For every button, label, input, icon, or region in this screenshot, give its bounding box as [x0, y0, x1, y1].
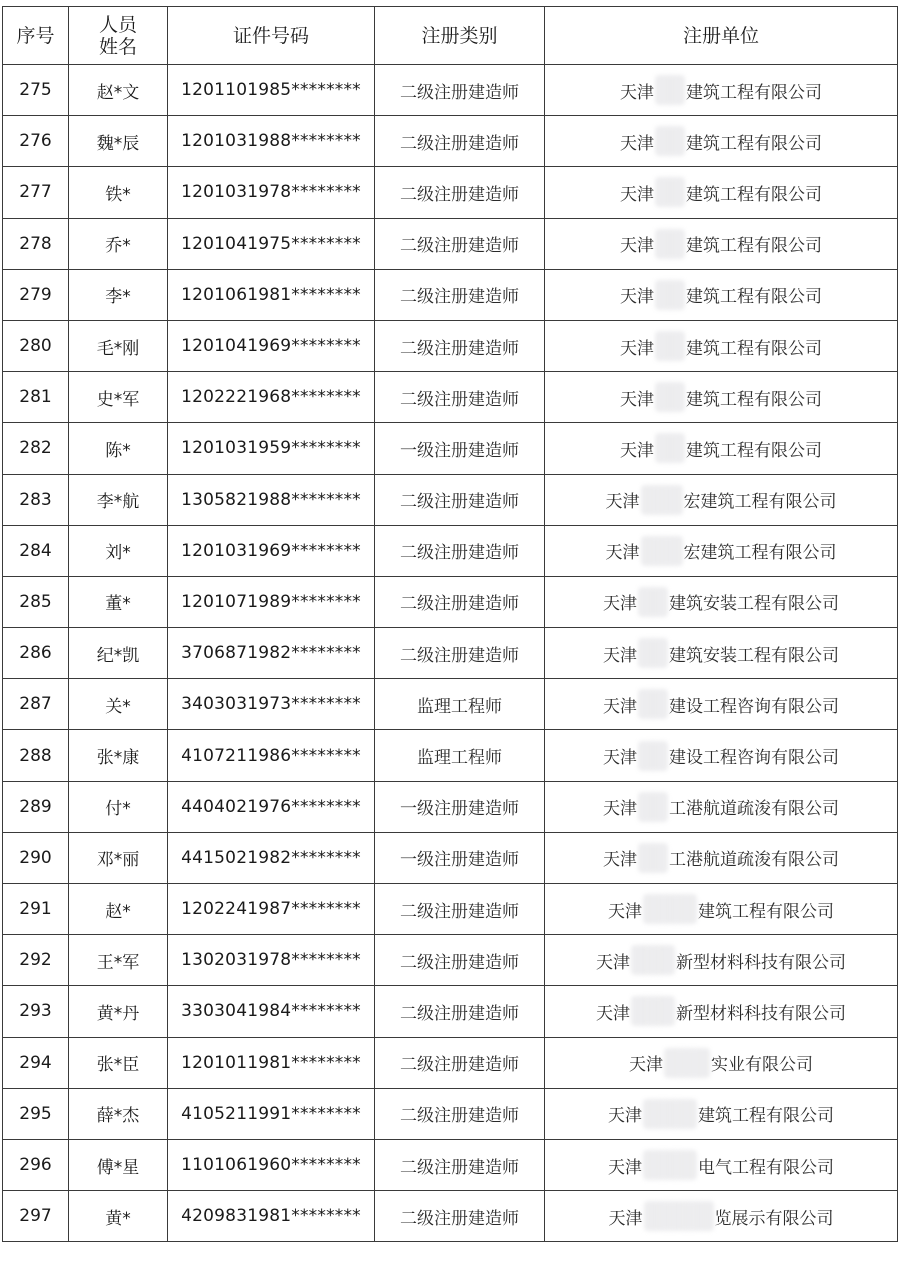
table-row — [3, 986, 898, 1037]
cell-seq: 276 — [3, 116, 69, 167]
header-name-line1: 人员 — [98, 13, 137, 36]
cell-unit — [545, 218, 898, 269]
header-category: 注册类别 — [375, 7, 545, 65]
cell-seq: 287 — [3, 679, 69, 730]
header-name-line2: 姓名 — [98, 35, 137, 58]
cell-id-number: 1201011981******** — [168, 1037, 375, 1088]
cell-unit — [545, 884, 898, 935]
unit-prefix: 天津 — [620, 338, 654, 359]
unit-prefix: 天津 — [620, 184, 654, 205]
redaction-blur — [638, 843, 668, 873]
redaction-blur — [655, 433, 685, 463]
cell-category: 一级注册建造师 — [375, 832, 545, 883]
cell-seq: 292 — [3, 935, 69, 986]
unit-name — [603, 689, 839, 719]
table-row — [3, 1191, 898, 1242]
cell-category: 二级注册建造师 — [375, 576, 545, 627]
cell-unit — [545, 1139, 898, 1190]
cell-category: 二级注册建造师 — [375, 1191, 545, 1242]
unit-prefix: 天津 — [629, 1055, 663, 1076]
cell-unit — [545, 1037, 898, 1088]
cell-unit — [545, 525, 898, 576]
cell-seq: 293 — [3, 986, 69, 1037]
unit-suffix: 建设工程咨询有限公司 — [669, 748, 839, 769]
cell-name: 陈* — [69, 423, 168, 474]
redaction-blur — [631, 945, 675, 975]
unit-prefix: 天津 — [603, 748, 637, 769]
unit-name — [603, 741, 839, 771]
cell-unit — [545, 167, 898, 218]
unit-suffix: 新型材料科技有限公司 — [676, 1003, 846, 1024]
unit-name — [620, 229, 822, 259]
unit-name — [606, 536, 837, 566]
table-row — [3, 525, 898, 576]
cell-name: 薛*杰 — [69, 1088, 168, 1139]
cell-seq: 278 — [3, 218, 69, 269]
unit-suffix: 新型材料科技有限公司 — [676, 952, 846, 973]
unit-suffix: 宏建筑工程有限公司 — [683, 543, 837, 564]
cell-category: 二级注册建造师 — [375, 167, 545, 218]
cell-unit — [545, 832, 898, 883]
cell-category: 二级注册建造师 — [375, 372, 545, 423]
unit-name — [629, 1048, 813, 1078]
cell-seq: 275 — [3, 65, 69, 116]
table-row — [3, 781, 898, 832]
cell-id-number: 1305821988******** — [168, 474, 375, 525]
unit-name — [620, 433, 822, 463]
unit-suffix: 建筑安装工程有限公司 — [669, 645, 839, 666]
unit-name — [620, 382, 822, 412]
table-row — [3, 320, 898, 371]
cell-unit — [545, 679, 898, 730]
unit-name — [603, 638, 839, 668]
cell-id-number: 1202241987******** — [168, 884, 375, 935]
unit-prefix: 天津 — [596, 1003, 630, 1024]
cell-seq: 281 — [3, 372, 69, 423]
cell-category: 二级注册建造师 — [375, 935, 545, 986]
unit-name — [620, 126, 822, 156]
cell-seq: 286 — [3, 628, 69, 679]
cell-unit — [545, 986, 898, 1037]
unit-suffix: 宏建筑工程有限公司 — [683, 492, 837, 513]
unit-prefix: 天津 — [603, 850, 637, 871]
unit-suffix: 建筑工程有限公司 — [686, 133, 822, 154]
unit-prefix: 天津 — [603, 594, 637, 615]
unit-prefix: 天津 — [603, 696, 637, 717]
cell-category: 一级注册建造师 — [375, 423, 545, 474]
cell-seq: 288 — [3, 730, 69, 781]
cell-unit — [545, 65, 898, 116]
table-row — [3, 372, 898, 423]
unit-suffix: 工港航道疏浚有限公司 — [669, 799, 839, 820]
redaction-blur — [638, 741, 668, 771]
table-row — [3, 269, 898, 320]
cell-category: 二级注册建造师 — [375, 474, 545, 525]
cell-id-number: 3706871982******** — [168, 628, 375, 679]
cell-unit — [545, 320, 898, 371]
unit-suffix: 建筑工程有限公司 — [686, 440, 822, 461]
redaction-blur — [655, 229, 685, 259]
cell-category: 二级注册建造师 — [375, 1088, 545, 1139]
cell-category: 二级注册建造师 — [375, 218, 545, 269]
redaction-blur — [643, 1150, 697, 1180]
cell-id-number: 4415021982******** — [168, 832, 375, 883]
unit-name — [608, 1150, 834, 1180]
redaction-blur — [664, 1048, 710, 1078]
table-row — [3, 679, 898, 730]
redaction-blur — [638, 689, 668, 719]
unit-suffix: 工港航道疏浚有限公司 — [669, 850, 839, 871]
redaction-blur — [631, 996, 675, 1026]
cell-name: 史*军 — [69, 372, 168, 423]
unit-suffix: 建筑工程有限公司 — [698, 1106, 834, 1127]
unit-name — [608, 894, 834, 924]
header-unit: 注册单位 — [545, 7, 898, 65]
unit-name — [620, 75, 822, 105]
header-id: 证件号码 — [168, 7, 375, 65]
redaction-blur — [655, 331, 685, 361]
unit-suffix: 建筑工程有限公司 — [686, 82, 822, 103]
cell-name: 赵* — [69, 884, 168, 935]
cell-unit — [545, 474, 898, 525]
table-row — [3, 474, 898, 525]
unit-prefix: 天津 — [605, 492, 640, 513]
table-row — [3, 218, 898, 269]
cell-id-number: 1201031988******** — [168, 116, 375, 167]
table-row — [3, 167, 898, 218]
unit-name — [606, 485, 837, 515]
cell-unit — [545, 116, 898, 167]
redaction-blur — [655, 126, 685, 156]
cell-name: 张*康 — [69, 730, 168, 781]
unit-prefix: 天津 — [608, 901, 642, 922]
unit-prefix: 天津 — [608, 1157, 642, 1178]
cell-unit — [545, 781, 898, 832]
cell-seq: 294 — [3, 1037, 69, 1088]
cell-unit — [545, 730, 898, 781]
unit-prefix: 天津 — [608, 1208, 643, 1229]
cell-name: 付* — [69, 781, 168, 832]
unit-name — [609, 1201, 834, 1231]
cell-id-number: 1201031969******** — [168, 525, 375, 576]
header-name — [69, 7, 168, 65]
cell-id-number: 1202221968******** — [168, 372, 375, 423]
unit-suffix: 实业有限公司 — [711, 1055, 813, 1076]
redaction-blur — [643, 1099, 697, 1129]
table-body — [3, 65, 898, 1242]
cell-category: 二级注册建造师 — [375, 1139, 545, 1190]
cell-name: 王*军 — [69, 935, 168, 986]
unit-suffix: 建筑工程有限公司 — [686, 338, 822, 359]
table-row — [3, 423, 898, 474]
cell-name: 魏*辰 — [69, 116, 168, 167]
header-seq: 序号 — [3, 7, 69, 65]
cell-id-number: 4105211991******** — [168, 1088, 375, 1139]
cell-unit — [545, 576, 898, 627]
cell-category: 二级注册建造师 — [375, 628, 545, 679]
redaction-blur — [641, 485, 683, 515]
cell-category: 一级注册建造师 — [375, 781, 545, 832]
unit-suffix: 建筑安装工程有限公司 — [669, 594, 839, 615]
unit-name — [620, 280, 822, 310]
cell-unit — [545, 1191, 898, 1242]
redaction-blur — [655, 382, 685, 412]
registration-table — [2, 6, 898, 1242]
table-row — [3, 1037, 898, 1088]
cell-category: 二级注册建造师 — [375, 986, 545, 1037]
unit-suffix: 建筑工程有限公司 — [686, 389, 822, 410]
cell-name: 纪*凯 — [69, 628, 168, 679]
unit-prefix: 天津 — [620, 236, 654, 257]
unit-name — [596, 945, 846, 975]
redaction-blur — [638, 587, 668, 617]
cell-name: 乔* — [69, 218, 168, 269]
cell-id-number: 1201071989******** — [168, 576, 375, 627]
redaction-blur — [644, 1201, 714, 1231]
table-row — [3, 1139, 898, 1190]
cell-seq: 282 — [3, 423, 69, 474]
cell-unit — [545, 423, 898, 474]
unit-suffix: 电气工程有限公司 — [698, 1157, 834, 1178]
cell-id-number: 3403031973******** — [168, 679, 375, 730]
cell-id-number: 1201041975******** — [168, 218, 375, 269]
unit-name — [603, 843, 839, 873]
cell-id-number: 1302031978******** — [168, 935, 375, 986]
unit-prefix: 天津 — [620, 82, 654, 103]
cell-seq: 289 — [3, 781, 69, 832]
redaction-blur — [643, 894, 697, 924]
cell-name: 黄*丹 — [69, 986, 168, 1037]
cell-category: 二级注册建造师 — [375, 1037, 545, 1088]
unit-name — [620, 177, 822, 207]
cell-seq: 285 — [3, 576, 69, 627]
unit-suffix: 建筑工程有限公司 — [686, 184, 822, 205]
cell-name: 关* — [69, 679, 168, 730]
cell-name: 李*航 — [69, 474, 168, 525]
redaction-blur — [655, 75, 685, 105]
cell-seq: 279 — [3, 269, 69, 320]
cell-category: 二级注册建造师 — [375, 525, 545, 576]
table-row — [3, 628, 898, 679]
redaction-blur — [641, 536, 683, 566]
table-row — [3, 576, 898, 627]
cell-name: 刘* — [69, 525, 168, 576]
cell-name: 铁* — [69, 167, 168, 218]
table-row — [3, 832, 898, 883]
cell-seq: 280 — [3, 320, 69, 371]
unit-prefix: 天津 — [596, 952, 630, 973]
table-row — [3, 116, 898, 167]
cell-seq: 284 — [3, 525, 69, 576]
cell-unit — [545, 269, 898, 320]
cell-name: 毛*刚 — [69, 320, 168, 371]
cell-seq: 297 — [3, 1191, 69, 1242]
cell-seq: 283 — [3, 474, 69, 525]
unit-name — [608, 1099, 834, 1129]
unit-prefix: 天津 — [603, 645, 637, 666]
cell-unit — [545, 1088, 898, 1139]
redaction-blur — [638, 792, 668, 822]
unit-prefix: 天津 — [603, 799, 637, 820]
cell-id-number: 4209831981******** — [168, 1191, 375, 1242]
cell-id-number: 3303041984******** — [168, 986, 375, 1037]
table-row — [3, 884, 898, 935]
table-row — [3, 65, 898, 116]
cell-name: 李* — [69, 269, 168, 320]
unit-name — [620, 331, 822, 361]
unit-suffix: 建筑工程有限公司 — [686, 236, 822, 257]
cell-category: 监理工程师 — [375, 679, 545, 730]
cell-seq: 291 — [3, 884, 69, 935]
cell-name: 赵*文 — [69, 65, 168, 116]
cell-seq: 296 — [3, 1139, 69, 1190]
cell-name: 董* — [69, 576, 168, 627]
unit-prefix: 天津 — [605, 543, 640, 564]
unit-suffix: 建筑工程有限公司 — [686, 287, 822, 308]
cell-id-number: 4404021976******** — [168, 781, 375, 832]
cell-category: 二级注册建造师 — [375, 320, 545, 371]
cell-seq: 295 — [3, 1088, 69, 1139]
header-row — [3, 7, 898, 65]
cell-id-number: 1201061981******** — [168, 269, 375, 320]
unit-prefix: 天津 — [620, 133, 654, 154]
redaction-blur — [655, 280, 685, 310]
cell-name: 黄* — [69, 1191, 168, 1242]
cell-id-number: 1201031959******** — [168, 423, 375, 474]
cell-seq: 277 — [3, 167, 69, 218]
cell-unit — [545, 628, 898, 679]
cell-category: 二级注册建造师 — [375, 269, 545, 320]
cell-id-number: 1201041969******** — [168, 320, 375, 371]
unit-prefix: 天津 — [608, 1106, 642, 1127]
unit-prefix: 天津 — [620, 287, 654, 308]
cell-category: 二级注册建造师 — [375, 65, 545, 116]
cell-id-number: 1101061960******** — [168, 1139, 375, 1190]
unit-suffix: 建设工程咨询有限公司 — [669, 696, 839, 717]
redaction-blur — [655, 177, 685, 207]
unit-name — [596, 996, 846, 1026]
cell-unit — [545, 372, 898, 423]
table-row — [3, 935, 898, 986]
unit-suffix: 建筑工程有限公司 — [698, 901, 834, 922]
cell-name: 张*臣 — [69, 1037, 168, 1088]
cell-category: 二级注册建造师 — [375, 116, 545, 167]
cell-category: 监理工程师 — [375, 730, 545, 781]
cell-seq: 290 — [3, 832, 69, 883]
cell-id-number: 1201101985******** — [168, 65, 375, 116]
cell-id-number: 1201031978******** — [168, 167, 375, 218]
table-row — [3, 730, 898, 781]
cell-unit — [545, 935, 898, 986]
redaction-blur — [638, 638, 668, 668]
unit-suffix: 览展示有限公司 — [714, 1208, 834, 1229]
table-row — [3, 1088, 898, 1139]
unit-prefix: 天津 — [620, 440, 654, 461]
unit-name — [603, 792, 839, 822]
unit-name — [603, 587, 839, 617]
unit-prefix: 天津 — [620, 389, 654, 410]
table-header — [3, 7, 898, 65]
cell-name: 傅*星 — [69, 1139, 168, 1190]
cell-category: 二级注册建造师 — [375, 884, 545, 935]
cell-id-number: 4107211986******** — [168, 730, 375, 781]
cell-name: 邓*丽 — [69, 832, 168, 883]
